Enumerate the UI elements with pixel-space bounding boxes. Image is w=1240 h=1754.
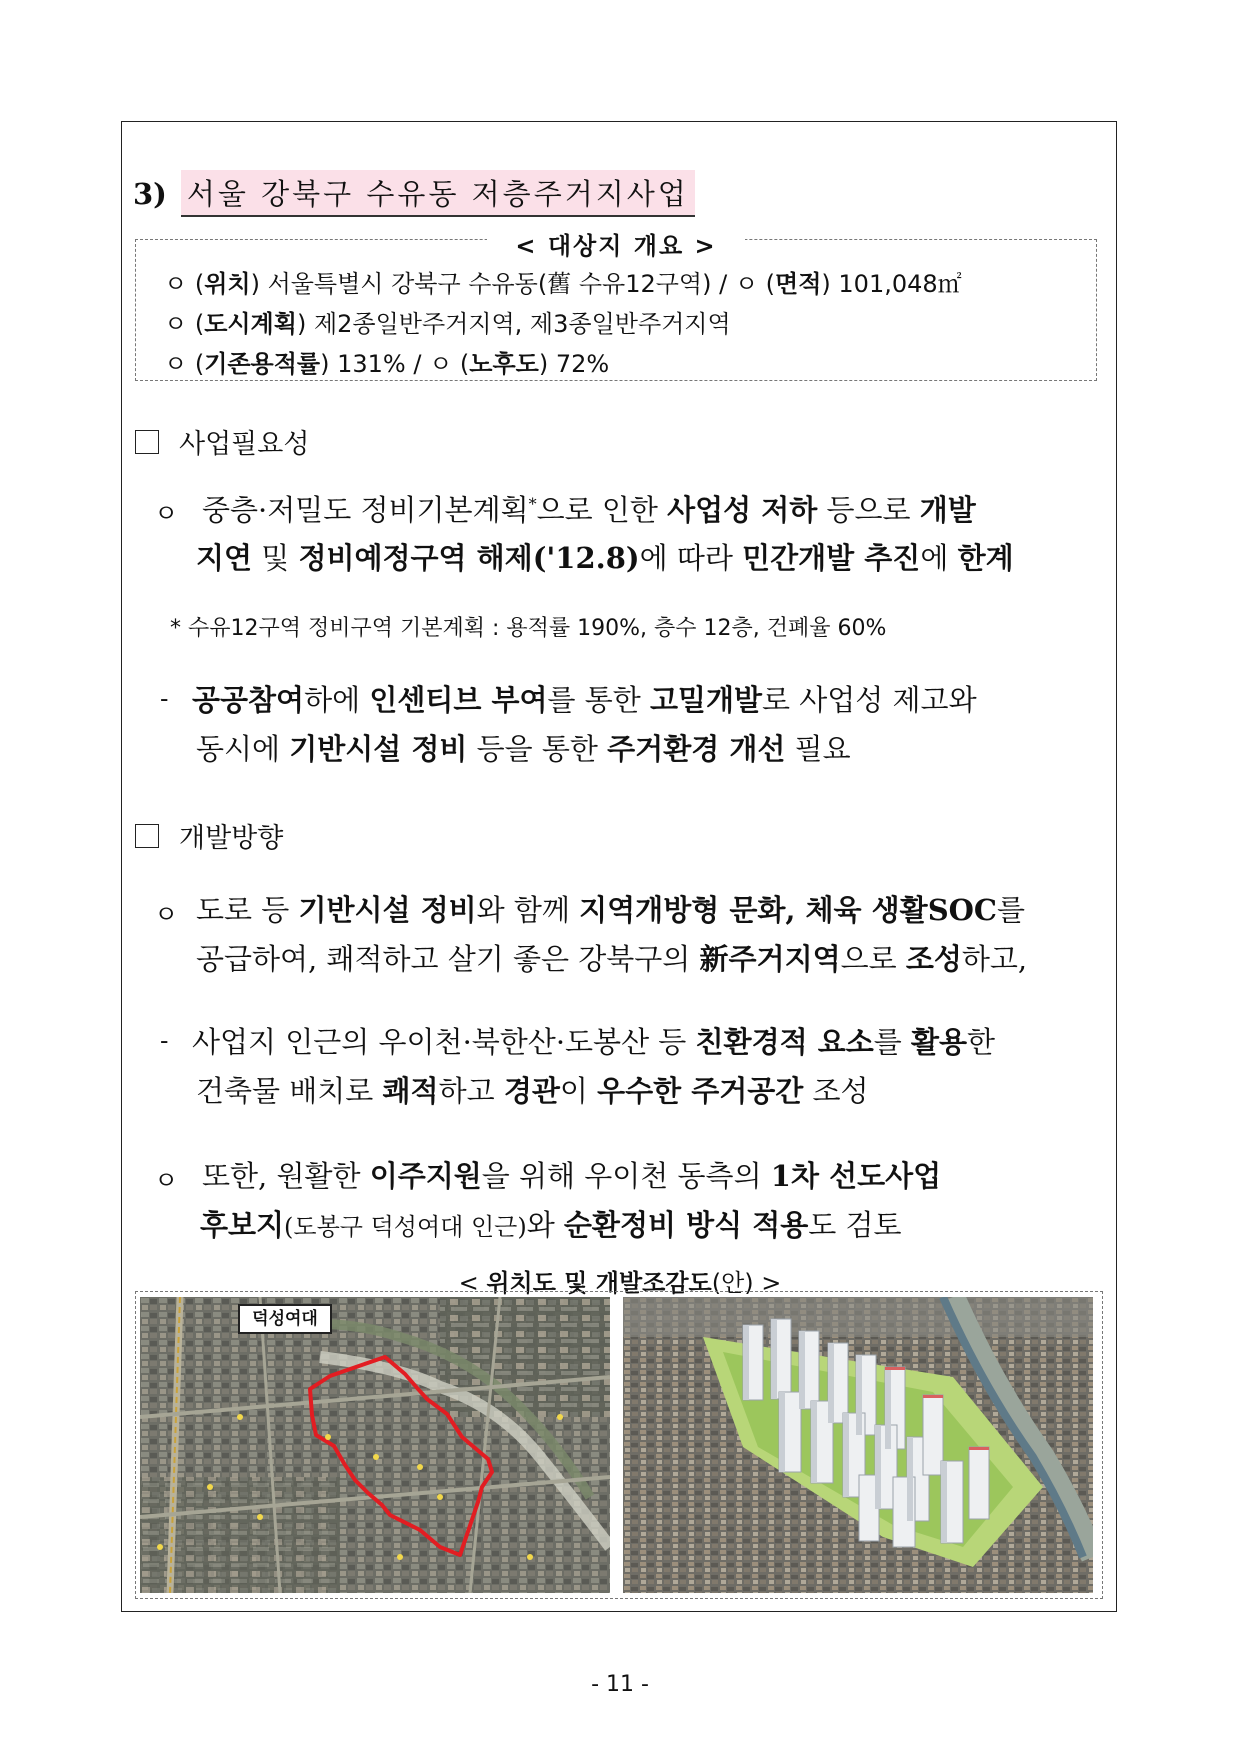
bullet-circle: ㅇ — [154, 1166, 179, 1195]
location-map-image — [140, 1297, 610, 1593]
overview-line-location: ㅇ (위치) 서울특별시 강북구 수유동(舊 수유12구역) / ㅇ (면적) 101,048㎡ — [164, 270, 962, 298]
section-title — [133, 170, 695, 217]
checkbox-square-icon — [135, 430, 159, 454]
direction-para2-line1: 사업지 인근의 우이천·북한산·도봉산 등 친환경적 요소를 활용한 — [192, 1025, 996, 1059]
need-para2-line1: 공공참여하에 인센티브 부여를 통한 고밀개발로 사업성 제고와 — [192, 683, 977, 717]
page-number: - 11 - — [591, 1672, 649, 1697]
bullet-dash: - — [160, 1026, 169, 1055]
direction-para1-line1: 도로 등 기반시설 정비와 함께 지역개방형 문화, 체육 생활SOC를 — [196, 893, 1025, 927]
direction-para1-line2: 공급하여, 쾌적하고 살기 좋은 강북구의 新주거지역으로 조성하고, — [196, 942, 1028, 976]
checkbox-square-icon — [135, 824, 159, 848]
direction-heading: 개발방향 — [135, 816, 283, 855]
direction-para2-line2: 건축물 배치로 쾌적하고 경관이 우수한 주거공간 조성 — [196, 1074, 869, 1108]
overview-box — [135, 232, 1097, 381]
figure-caption: < 위치도 및 개발조감도(안) > — [458, 1269, 782, 1297]
bullet-circle: ㅇ — [154, 900, 179, 929]
section-number: 3) — [133, 177, 167, 211]
development-rendering-image — [623, 1297, 1093, 1593]
map-label-box: 덕성여대 — [238, 1304, 332, 1334]
bullet-dash: - — [160, 684, 169, 713]
need-heading: 사업필요성 — [135, 422, 309, 461]
direction-para3-line1: 또한, 원활한 이주지원을 위해 우이천 동측의 1차 선도사업 — [202, 1159, 942, 1193]
section-title-text: 서울 강북구 수유동 저층주거지사업 — [181, 170, 695, 217]
overview-line-plan: ㅇ (도시계획) 제2종일반주거지역, 제3종일반주거지역 — [164, 310, 731, 338]
figure-images — [135, 1291, 1103, 1599]
need-para2-line2: 동시에 기반시설 정비 등을 통한 주거환경 개선 필요 — [196, 732, 851, 766]
overview-line-ratio: ㅇ (기존용적률) 131% / ㅇ (노후도) 72% — [164, 350, 610, 378]
footnote: * 수유12구역 정비구역 기본계획 : 용적률 190%, 층수 12층, 건폐율 60% — [170, 616, 887, 641]
need-para1-line1: 중층·저밀도 정비기본계획*으로 인한 사업성 저하 등으로 개발 — [202, 493, 976, 527]
bullet-circle: ㅇ — [154, 499, 179, 528]
direction-para3-line2: 후보지(도봉구 덕성여대 인근)와 순환정비 방식 적용도 검토 — [200, 1208, 902, 1242]
overview-heading: < 대상지 개요 > — [136, 226, 1096, 261]
need-para1-line2: 지연 및 정비예정구역 해제('12.8)에 따라 민간개발 추진에 한계 — [196, 541, 1014, 575]
